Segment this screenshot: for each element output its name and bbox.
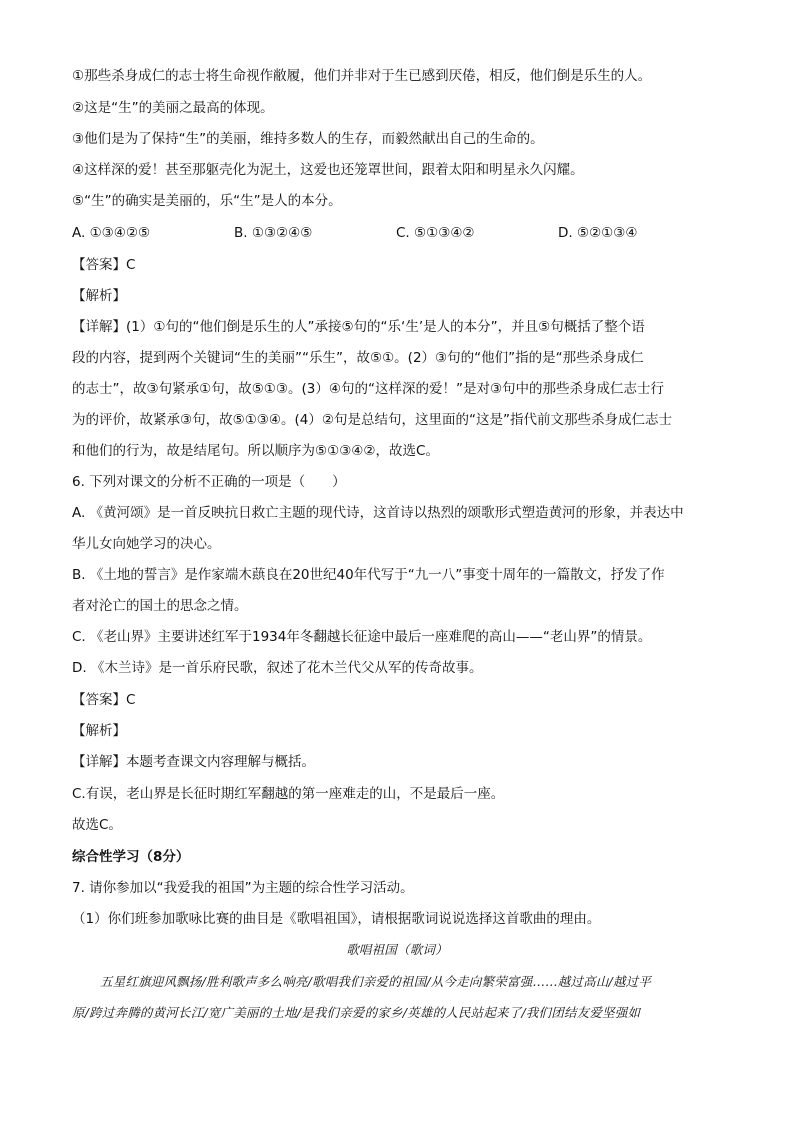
lyrics-title: 歌唱祖国（歌词） [346, 942, 448, 957]
q6-detail-2: C.有误，老山界是长征时期红军翻越的第一座难走的山，不是最后一座。 [72, 786, 505, 802]
q7-sub1: （1）你们班参加歌咏比赛的曲目是《歌唱祖国》，请根据歌词说说选择这首歌曲的理由。 [72, 911, 601, 927]
lyrics-line: 原/跨过奔腾的黄河长江/宽广美丽的土地/是我们亲爱的家乡/英雄的人民站起来了/我们团结友爱坚强如 [72, 1005, 641, 1020]
q5-detail-line: 【详解】(1）①句的“他们倒是乐生的人”承接⑤句的“乐‘生’是人的本分”，并且⑤句概括了整个语 [72, 319, 645, 335]
q6-detail-1: 【详解】本题考查课文内容理解与概括。 [72, 754, 315, 770]
q5-sentence-1: ①那些杀身成仁的志士将生命视作敝履，他们并非对于生已感到厌倦，相反，他们倒是乐生的人。 [72, 68, 652, 84]
q7-stem: 7. 请你参加以“我爱我的祖国”为主题的综合性学习活动。 [72, 880, 414, 896]
q5-option-a: A. ①③④②⑤ [72, 225, 151, 241]
section-heading: 综合性学习（8分） [72, 849, 190, 865]
q5-sentence-3: ③他们是为了保持“生”的美丽，维持多数人的生存，而毅然献出自己的生命的。 [72, 131, 544, 147]
q5-sentence-2: ②这是“生”的美丽之最高的体现。 [72, 100, 274, 116]
q5-option-b: B. ①③②④⑤ [234, 225, 313, 241]
q6-option-a-line2: 华儿女向她学习的决心。 [72, 536, 221, 552]
q6-option-a-line1: A. 《黄河颂》是一首反映抗日救亡主题的现代诗，这首诗以热烈的颂歌形式塑造黄河的形象，并表达中 [72, 505, 684, 521]
q5-sentence-5: ⑤“生”的确实是美丽的，乐“生”是人的本分。 [72, 193, 342, 209]
q6-option-c: C. 《老山界》主要讲述红军于1934年冬翻越长征途中最后一座难爬的高山——“老山界”的情景。 [72, 629, 652, 645]
q6-option-b-line1: B. 《土地的誓言》是作家端木蕻良在20世纪40年代写于“九一八”事变十周年的一篇散文，抒发了作 [72, 567, 665, 583]
q5-option-c: C. ⑤①③④② [396, 225, 475, 241]
q6-answer: 【答案】C [72, 692, 136, 708]
q5-sentence-4: ④这样深的爱！甚至那躯壳化为泥土，这爱也还笼罩世间，跟着太阳和明星永久闪耀。 [72, 162, 584, 178]
q6-option-d: D. 《木兰诗》是一首乐府民歌，叙述了花木兰代父从军的传奇故事。 [72, 660, 483, 676]
q5-detail-line: 和他们的行为，故是结尾句。所以顺序为⑤①③④②，故选C。 [72, 443, 439, 459]
lyrics-line: 五星红旗迎风飘扬/胜利歌声多么响亮/歌唱我们亲爱的祖国/从今走向繁荣富强……越过高山/越过平 [100, 974, 652, 989]
q5-detail-line: 为的评价，故紧承③句，故⑤①③④。(4）②句是总结句，这里面的“这是”指代前文那些杀身成仁志士 [72, 412, 672, 428]
q5-answer: 【答案】C [72, 257, 136, 273]
q6-stem: 6. 下列对课文的分析不正确的一项是（ ） [72, 474, 346, 490]
q5-detail-line: 段的内容，提到两个关键词“生的美丽”“乐生”，故⑤①。(2）③句的“他们”指的是“那些杀身成仁 [72, 350, 644, 366]
q5-option-d: D. ⑤②①③④ [558, 225, 638, 241]
q6-analysis-heading: 【解析】 [72, 723, 126, 739]
q6-detail-3: 故选C。 [72, 817, 122, 833]
q5-detail-line: 的志士”，故③句紧承①句，故⑤①③。(3）④句的“这样深的爱！”是对③句中的那些杀身成仁志士行 [72, 381, 665, 397]
q5-analysis-heading: 【解析】 [72, 288, 126, 304]
q6-option-b-line2: 者对沦亡的国土的思念之情。 [72, 598, 248, 614]
